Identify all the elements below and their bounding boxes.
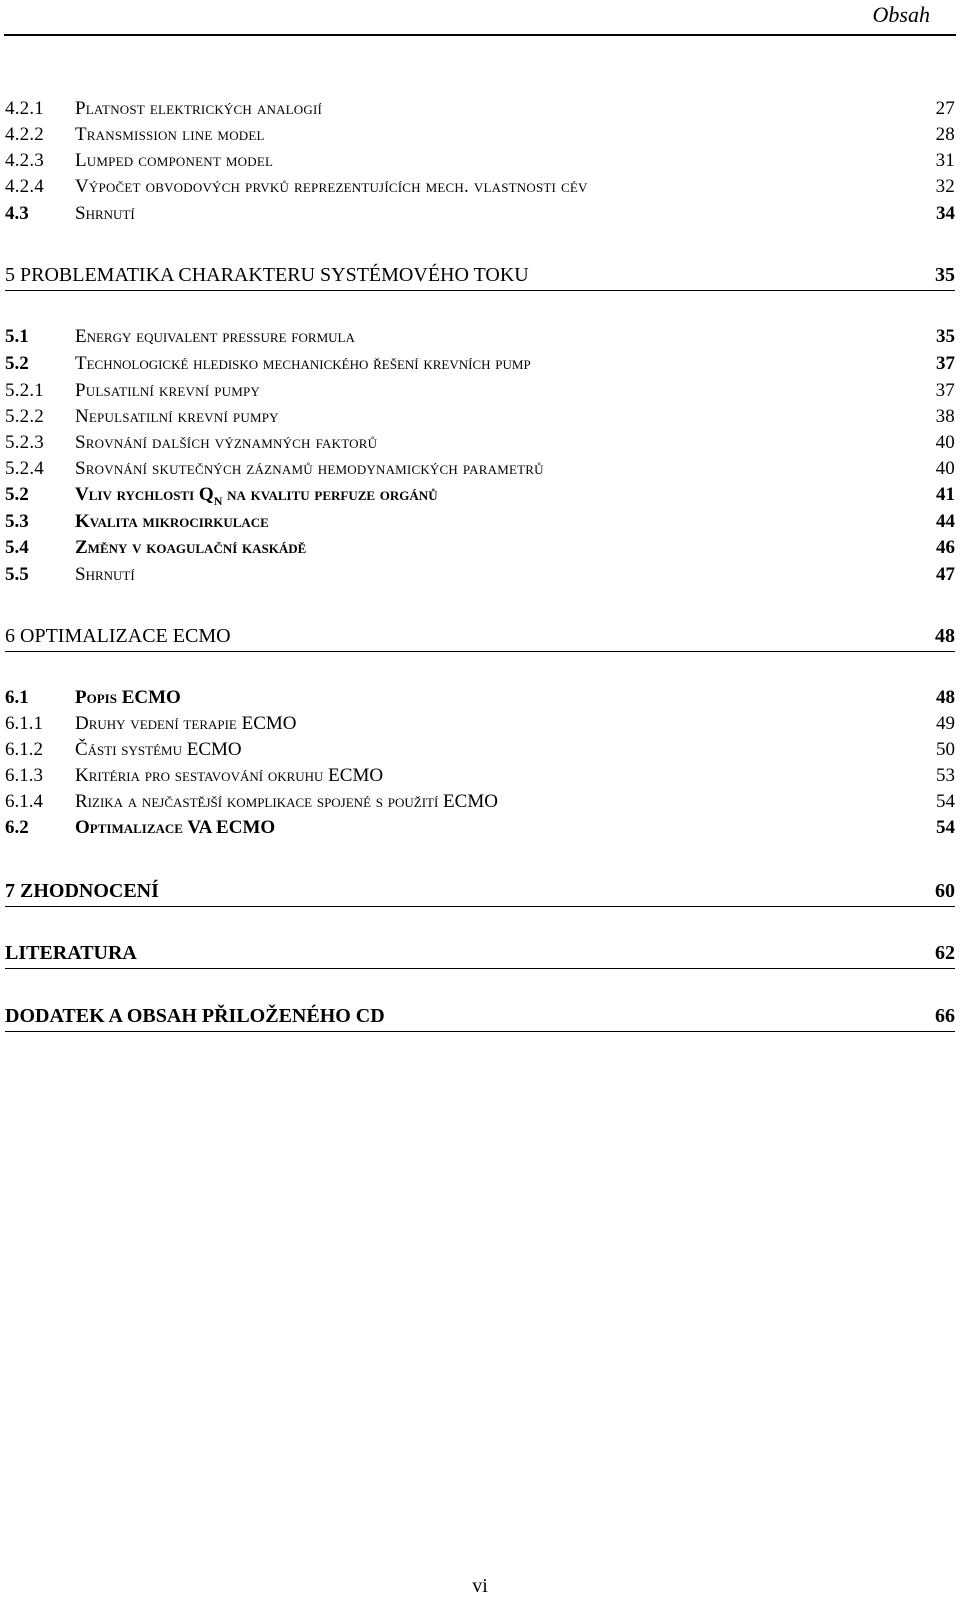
toc-entry-title: Optimalizace VA ECMO — [75, 817, 276, 838]
toc-entry[interactable] — [5, 564, 955, 590]
toc-entry[interactable] — [5, 511, 955, 537]
toc-chapter-title: LITERATURA — [5, 942, 137, 964]
chapter-rule — [5, 968, 955, 969]
toc-entry-title: Srovnání skutečných záznamů hemodynamických parametrů — [75, 458, 544, 479]
toc-entry-number: 5.3 — [5, 511, 29, 532]
chapter-rule — [5, 906, 955, 907]
toc-entry-number: 4.2.2 — [5, 124, 44, 145]
toc-entry[interactable] — [5, 406, 955, 432]
toc-chapter[interactable] — [5, 1005, 955, 1033]
toc-entry[interactable] — [5, 380, 955, 406]
toc-entry-page: 49 — [936, 713, 955, 734]
toc-entry-page: 41 — [936, 484, 955, 505]
toc-entry[interactable] — [5, 203, 955, 229]
toc-entry-title: Výpočet obvodových prvků reprezentujících mech. vlastnosti cév — [75, 176, 588, 197]
toc-entry-number: 4.2.1 — [5, 98, 44, 119]
toc-entry-number: 6.1.4 — [5, 791, 43, 812]
toc-entry-number: 4.2.3 — [5, 150, 44, 171]
toc-entry-number: 6.2 — [5, 817, 29, 838]
toc-entry[interactable] — [5, 537, 955, 563]
toc-entry-title-start: Vliv rychlosti Q — [75, 484, 214, 505]
toc-chapter-page: 48 — [935, 625, 955, 647]
toc-entry-page: 38 — [935, 406, 955, 427]
toc-entry[interactable] — [5, 176, 955, 202]
toc-entry-number: 5.2.4 — [5, 458, 44, 479]
toc-entry[interactable] — [5, 98, 955, 124]
toc-entry-title: Technologické hledisko mechanického řešení krevních pump — [75, 353, 531, 374]
toc-entry-page: 37 — [936, 353, 955, 374]
toc-entry[interactable] — [5, 484, 955, 510]
toc-chapter-title: DODATEK A OBSAH PŘILOŽENÉHO CD — [5, 1005, 385, 1027]
toc-entry-title: Transmission line model — [75, 124, 265, 145]
running-header: Obsah — [872, 2, 930, 27]
toc-entry-number: 5.5 — [5, 564, 29, 585]
page-number: vi — [472, 1575, 488, 1597]
toc-entry-page: 46 — [936, 537, 955, 558]
toc-entry-number: 5.2 — [5, 484, 29, 505]
toc-entry[interactable] — [5, 817, 955, 843]
toc-entry-page: 47 — [936, 564, 955, 585]
toc-entry-title: Nepulsatilní krevní pumpy — [75, 406, 279, 427]
toc-chapter[interactable] — [5, 264, 955, 292]
toc-entry-number: 5.2.2 — [5, 406, 44, 427]
toc-entry-page: 50 — [936, 739, 955, 760]
toc-entry-title: Srovnání dalších významných faktorů — [75, 432, 378, 453]
toc-entry-page: 32 — [935, 176, 955, 197]
toc-entry-number: 5.2 — [5, 353, 29, 374]
toc-chapter-page: 35 — [935, 264, 955, 286]
toc-chapter-page: 62 — [935, 942, 955, 964]
toc-entry-number: 5.2.3 — [5, 432, 44, 453]
toc-entry-page: 28 — [935, 124, 955, 145]
toc-entry-page: 37 — [935, 380, 955, 401]
toc-entry-title: Rizika a nejčastější komplikace spojené s použití ECMO — [75, 791, 498, 812]
toc-entry[interactable] — [5, 353, 955, 379]
toc-entry[interactable] — [5, 124, 955, 150]
toc-entry-title: Platnost elektrických analogií — [75, 98, 323, 119]
toc-entry[interactable] — [5, 739, 955, 765]
toc-entry-page: 40 — [935, 432, 955, 453]
header-rule — [4, 34, 956, 36]
toc-entry-page: 31 — [935, 150, 955, 171]
toc-entry-number: 6.1 — [5, 687, 29, 708]
toc-entry-page: 48 — [936, 687, 955, 708]
toc-entry-number: 5.2.1 — [5, 380, 44, 401]
toc-chapter-page: 66 — [935, 1005, 955, 1027]
toc-entry-page: 34 — [936, 203, 955, 224]
toc-entry-title: Druhy vedení terapie ECMO — [75, 713, 297, 734]
toc-entry-number: 6.1.2 — [5, 739, 43, 760]
toc-chapter-title: 7 ZHODNOCENÍ — [5, 880, 159, 902]
toc-chapter[interactable] — [5, 880, 955, 908]
toc-entry[interactable] — [5, 458, 955, 484]
toc-chapter-page: 60 — [935, 880, 955, 902]
toc-entry-page: 40 — [935, 458, 955, 479]
chapter-rule — [5, 1031, 955, 1032]
toc-entry[interactable] — [5, 326, 955, 352]
toc-entry-number: 4.3 — [5, 203, 29, 224]
toc-entry[interactable] — [5, 713, 955, 739]
toc-chapter[interactable] — [5, 942, 955, 970]
toc-entry-title: Shrnutí — [75, 564, 135, 585]
toc-entry-number: 6.1.1 — [5, 713, 43, 734]
toc-entry-number: 4.2.4 — [5, 176, 44, 197]
toc-entry[interactable] — [5, 432, 955, 458]
toc-chapter-title: 5 PROBLEMATIKA CHARAKTERU SYSTÉMOVÉHO TOKU — [5, 264, 529, 286]
toc-entry[interactable] — [5, 765, 955, 791]
toc-entry-title: Lumped component model — [75, 150, 274, 171]
toc-entry-number: 5.1 — [5, 326, 29, 347]
toc-entry-title: Popis ECMO — [75, 687, 181, 708]
toc-entry-title: Energy equivalent pressure formula — [75, 326, 355, 347]
toc-entry[interactable] — [5, 791, 955, 817]
toc-entry-title: Změny v koagulační kaskádě — [75, 537, 307, 558]
toc-entry-page: 53 — [936, 765, 955, 786]
toc-entry-title: Kritéria pro sestavování okruhu ECMO — [75, 765, 384, 786]
toc-entry-title — [75, 484, 438, 509]
toc-entry-title: Shrnutí — [75, 203, 135, 224]
toc-entry-title: Části systému ECMO — [75, 739, 242, 760]
chapter-rule — [5, 651, 955, 652]
chapter-rule — [5, 290, 955, 291]
toc-entry-title-subscript: N — [213, 493, 223, 508]
toc-entry-title: Kvalita mikrocirkulace — [75, 511, 269, 532]
toc-entry[interactable] — [5, 150, 955, 176]
toc-entry-title: Pulsatilní krevní pumpy — [75, 380, 261, 401]
toc-entry-page: 27 — [935, 98, 955, 119]
toc-entry-page: 44 — [936, 511, 955, 532]
toc-entry-page: 35 — [936, 326, 955, 347]
toc-chapter-title: 6 OPTIMALIZACE ECMO — [5, 625, 231, 647]
toc-entry-number: 5.4 — [5, 537, 29, 558]
toc-entry-page: 54 — [936, 817, 955, 838]
toc-chapter[interactable] — [5, 625, 955, 653]
toc-entry-title-end: na kvalitu perfuze orgánů — [222, 484, 438, 505]
toc-entry-number: 6.1.3 — [5, 765, 43, 786]
toc-entry[interactable] — [5, 687, 955, 713]
toc-entry-page: 54 — [936, 791, 955, 812]
